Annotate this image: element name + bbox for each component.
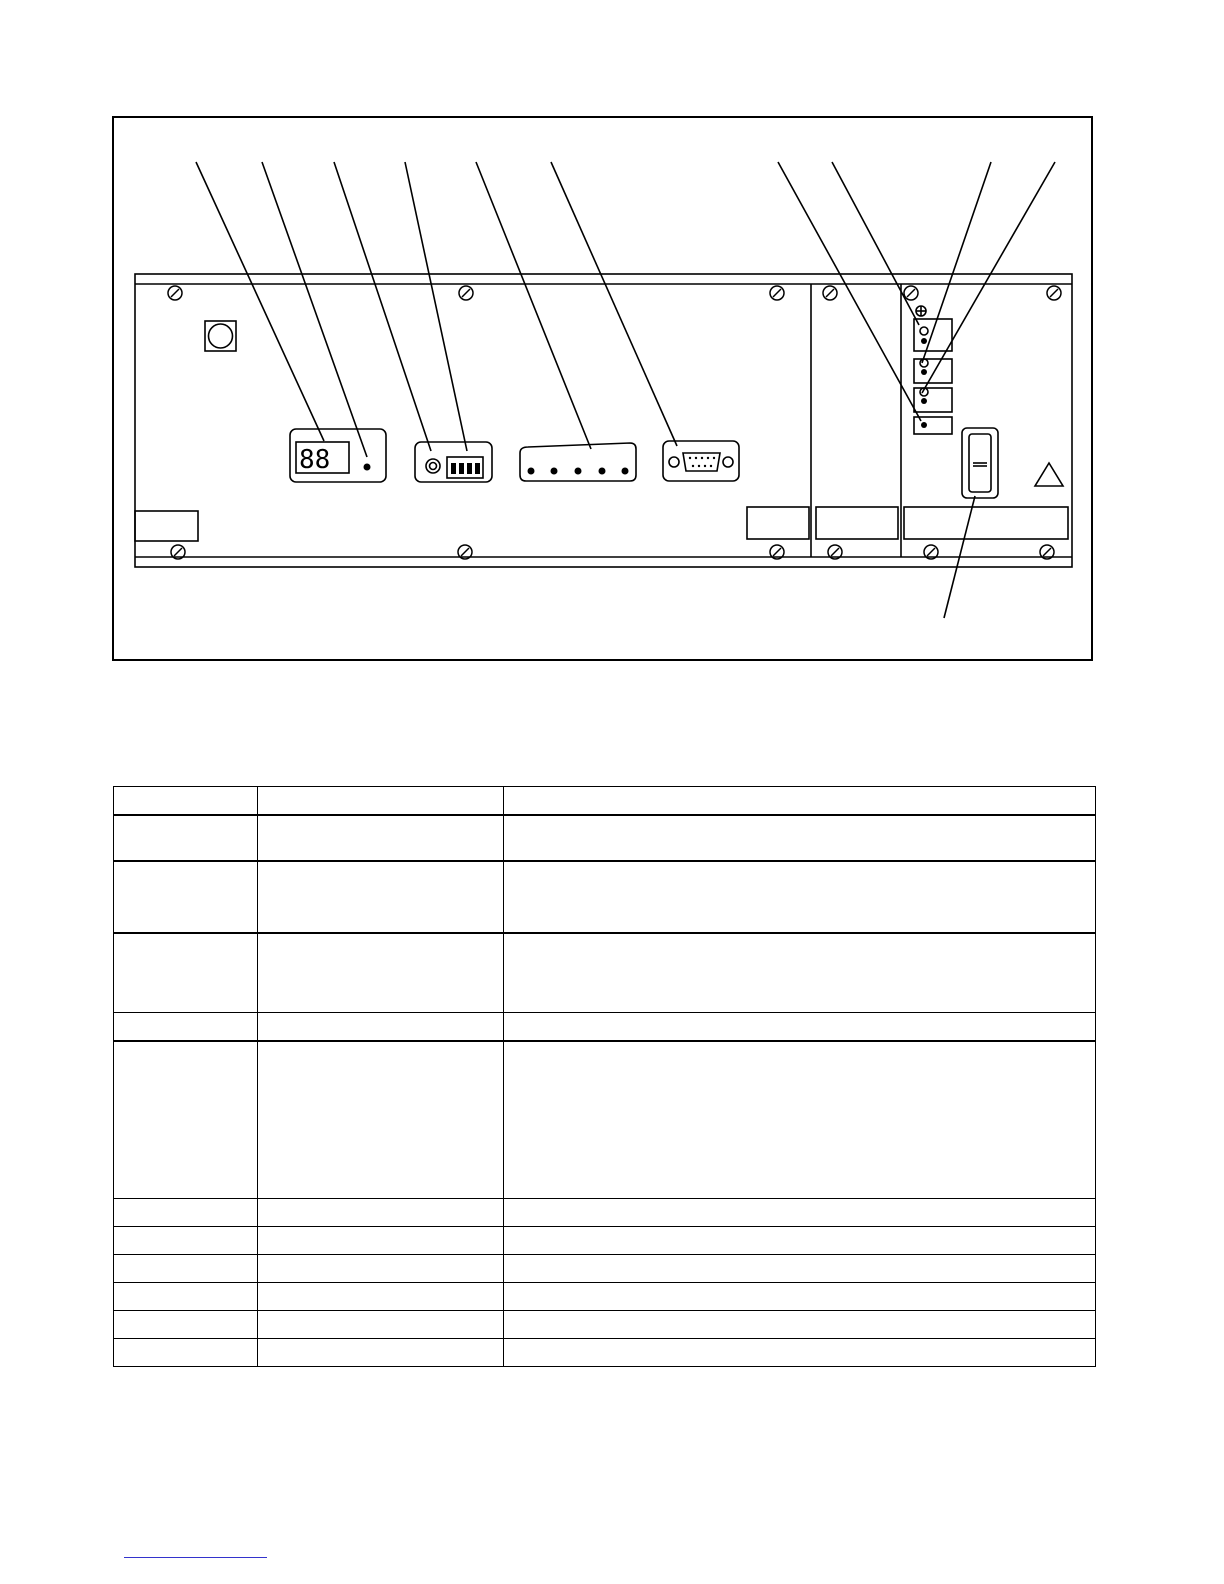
dip-lever-4 bbox=[475, 463, 480, 474]
table-cell bbox=[114, 933, 258, 1013]
led-5 bbox=[622, 468, 629, 475]
table-cell bbox=[258, 1199, 504, 1227]
power-led-2 bbox=[920, 359, 928, 367]
callout-line-7 bbox=[778, 162, 921, 421]
power-jack-1 bbox=[921, 338, 927, 344]
callout-line-10 bbox=[922, 162, 1055, 393]
potentiometer-outer bbox=[426, 459, 440, 473]
label-plate-left bbox=[135, 511, 198, 541]
callout-line-3 bbox=[334, 162, 431, 451]
screws bbox=[168, 286, 1061, 559]
table-cell bbox=[258, 1255, 504, 1283]
rack-panel-diagram bbox=[114, 118, 1091, 659]
dip-lever-3 bbox=[467, 463, 472, 474]
legend-table bbox=[113, 786, 1096, 1367]
table-cell bbox=[258, 1041, 504, 1199]
connector-housing bbox=[663, 441, 739, 481]
table-cell bbox=[258, 1013, 504, 1041]
table-cell bbox=[114, 1283, 258, 1311]
power-box-1 bbox=[914, 319, 952, 351]
table-row bbox=[114, 1227, 1096, 1255]
label-plate-module-2 bbox=[816, 507, 898, 539]
led-3 bbox=[575, 468, 582, 475]
table-cell bbox=[114, 1227, 258, 1255]
table-cell bbox=[504, 1041, 1096, 1199]
table-row bbox=[114, 787, 1096, 815]
callout-line-6 bbox=[551, 162, 677, 446]
connector-screw-right bbox=[723, 457, 733, 467]
table-cell bbox=[504, 815, 1096, 861]
power-jack-2 bbox=[921, 369, 927, 375]
table-cell bbox=[504, 933, 1096, 1013]
table-row bbox=[114, 1255, 1096, 1283]
table-cell bbox=[504, 1255, 1096, 1283]
d-sub-connector bbox=[683, 453, 720, 471]
table-row bbox=[114, 815, 1096, 861]
table-cell bbox=[504, 1311, 1096, 1339]
table-row bbox=[114, 1013, 1096, 1041]
figure-frame bbox=[112, 116, 1093, 661]
table-cell bbox=[258, 861, 504, 933]
power-jack-4 bbox=[921, 422, 927, 428]
table-cell bbox=[258, 1227, 504, 1255]
callout-line-1 bbox=[196, 162, 324, 441]
table-cell bbox=[114, 815, 258, 861]
table-cell bbox=[258, 1283, 504, 1311]
table-cell bbox=[114, 1339, 258, 1367]
table-cell bbox=[504, 861, 1096, 933]
seven-segment-display: 88 bbox=[299, 445, 331, 475]
table-row bbox=[114, 1283, 1096, 1311]
table-row bbox=[114, 1041, 1096, 1199]
table-cell bbox=[504, 787, 1096, 815]
led-1 bbox=[528, 468, 535, 475]
table-cell bbox=[114, 1255, 258, 1283]
table-cell bbox=[258, 815, 504, 861]
callout-line-4 bbox=[405, 162, 467, 451]
power-jack-3 bbox=[921, 398, 927, 404]
warning-triangle-icon bbox=[1035, 463, 1063, 486]
footer-link-underline[interactable] bbox=[124, 1557, 267, 1558]
table-cell bbox=[504, 1199, 1096, 1227]
table-cell bbox=[114, 1311, 258, 1339]
status-led bbox=[364, 464, 371, 471]
potentiometer-inner bbox=[430, 463, 437, 470]
table-cell bbox=[258, 933, 504, 1013]
table-cell bbox=[258, 787, 504, 815]
chassis-outline bbox=[135, 274, 1072, 567]
logo-seal-ring bbox=[209, 324, 233, 348]
table-cell bbox=[114, 1013, 258, 1041]
table-cell bbox=[504, 1283, 1096, 1311]
led-bar-housing bbox=[520, 443, 636, 481]
label-plate-main-right bbox=[747, 507, 809, 539]
table-cell bbox=[114, 1199, 258, 1227]
table-cell bbox=[504, 1013, 1096, 1041]
table-row bbox=[114, 861, 1096, 933]
table-row bbox=[114, 1199, 1096, 1227]
table-cell bbox=[504, 1227, 1096, 1255]
table-cell bbox=[114, 861, 258, 933]
table-row bbox=[114, 933, 1096, 1013]
led-2 bbox=[551, 468, 558, 475]
led-4 bbox=[599, 468, 606, 475]
callout-line-2 bbox=[262, 162, 367, 457]
table-cell bbox=[258, 1311, 504, 1339]
dip-lever-1 bbox=[451, 463, 456, 474]
dip-lever-2 bbox=[459, 463, 464, 474]
table-row bbox=[114, 1311, 1096, 1339]
callout-line-5 bbox=[476, 162, 591, 449]
table-row bbox=[114, 1339, 1096, 1367]
table-cell bbox=[504, 1339, 1096, 1367]
logo-seal bbox=[205, 321, 236, 351]
connector-screw-left bbox=[669, 457, 679, 467]
table-cell bbox=[114, 787, 258, 815]
table-cell bbox=[114, 1041, 258, 1199]
callout-line-8 bbox=[832, 162, 919, 325]
power-led-1 bbox=[920, 327, 928, 335]
table-cell bbox=[258, 1339, 504, 1367]
label-plate-power-module bbox=[904, 507, 1068, 539]
